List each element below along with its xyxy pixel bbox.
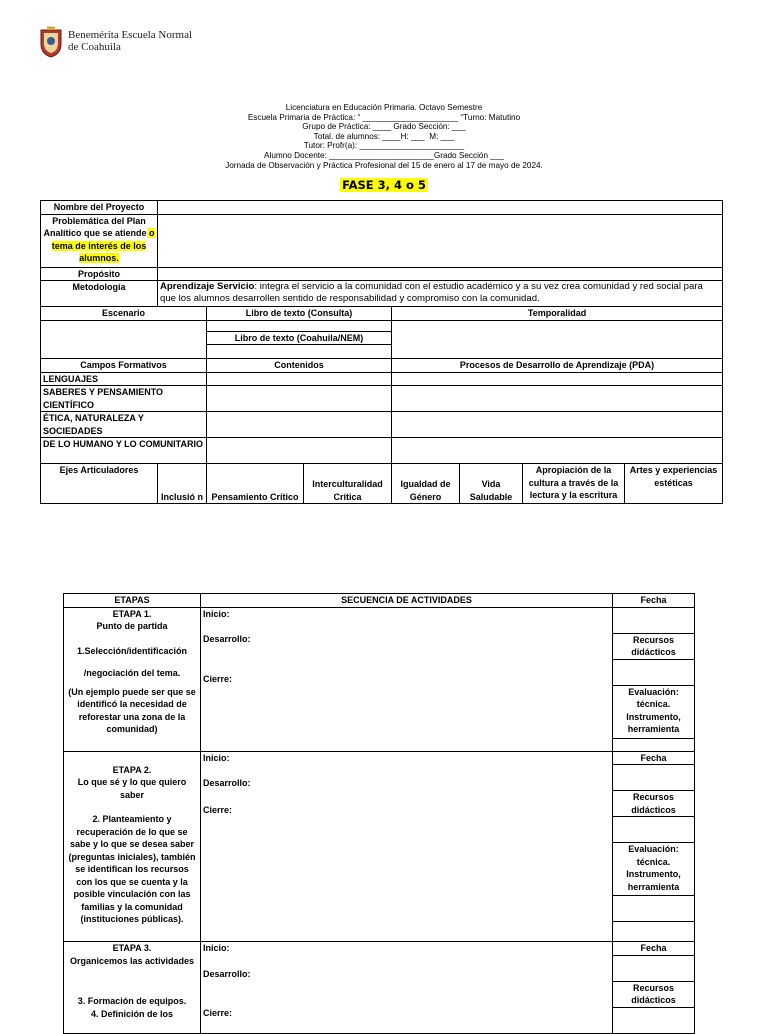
eje-inclusion: Inclusió n (158, 464, 207, 504)
escenario-field[interactable] (41, 320, 207, 359)
problematica-label (41, 214, 158, 267)
evaluacion-field[interactable] (613, 738, 695, 751)
inicio-label: Inicio: (203, 752, 230, 763)
evaluacion-field[interactable] (613, 896, 695, 922)
header-line: Licenciatura en Educación Primaria. Octavo Semestre (285, 103, 483, 112)
proposito-field[interactable] (158, 267, 723, 281)
etapa-1-secuencia[interactable] (201, 607, 613, 751)
header-line: Tutor: Profr(a): _______________________ (303, 141, 465, 151)
etapa-1-example: (Un ejemplo puede ser que se identificó la necesidad de reforestar una zona de la comunidad) (68, 686, 196, 734)
problematica-field[interactable] (158, 214, 723, 267)
etapa-3-title: ETAPA 3. (112, 943, 152, 953)
campo-lenguajes: LENGUAJES (41, 372, 207, 386)
campo-etica: ÉTICA, NATURALEZA Y SOCIEDADES (41, 412, 207, 438)
temporalidad-field[interactable] (392, 320, 723, 359)
pda-field[interactable] (392, 372, 723, 386)
etapas-header: ETAPAS (64, 594, 201, 608)
etapa-3-step: 4. Definición de los (90, 1008, 173, 1019)
eje-interculturalidad: Interculturalidad Crítica (304, 464, 392, 504)
escenario-label: Escenario (41, 307, 207, 321)
nombre-proyecto-field[interactable] (158, 201, 723, 215)
desarrollo-label: Desarrollo: (203, 968, 251, 979)
fecha-field[interactable] (613, 955, 695, 981)
fase-label: FASE 3, 4 o 5 (342, 178, 426, 192)
ejes-articuladores-label: Ejes Articuladores (41, 464, 158, 504)
recursos-field[interactable] (613, 1007, 695, 1033)
contenido-field[interactable] (207, 438, 392, 464)
recursos-label: Recursos didácticos (613, 981, 695, 1007)
header-line: Total. de alumnos: ____H: ___ M: ___ (313, 131, 455, 141)
contenidos-label: Contenidos (207, 359, 392, 373)
fecha-header: Fecha (613, 594, 695, 608)
etapa-2-subtitle: Lo que sé y lo que quiero saber (77, 777, 187, 800)
fecha-field[interactable] (613, 765, 695, 791)
nombre-proyecto-label: Nombre del Proyecto (41, 201, 158, 215)
fase-title (0, 176, 768, 194)
header-line: Jornada de Observación y Práctica Profesional del 15 de enero al 17 de mayo de 2024. (225, 160, 543, 170)
metodologia-description (158, 281, 723, 307)
pda-label: Procesos de Desarrollo de Aprendizaje (PDA) (392, 359, 723, 373)
problematica-text: Problemática del Plan Analítico que se atiende (43, 215, 147, 238)
etapa-2-cell (64, 751, 201, 942)
desarrollo-label: Desarrollo: (203, 778, 251, 788)
contenido-field[interactable] (207, 372, 392, 386)
fecha-label: Fecha (613, 942, 695, 956)
etapa-1-title: ETAPA 1. (112, 608, 152, 619)
libro-consulta-label: Libro de texto (Consulta) (207, 307, 392, 321)
eje-igualdad-genero: Igualdad de Género (392, 464, 460, 504)
etapa-3-step: 3. Formación de equipos. (77, 996, 187, 1006)
pda-field[interactable] (392, 386, 723, 412)
fecha-field[interactable] (613, 607, 695, 633)
eje-apropiacion-cultura: Apropiación de la cultura a través de la lectura y la escritura (523, 464, 625, 504)
etapa-1-step: /negociación del tema. (83, 668, 181, 678)
cierre-label: Cierre: (203, 804, 233, 815)
eje-vida-saludable: Vida Saludable (460, 464, 523, 504)
proposito-label: Propósito (41, 267, 158, 281)
school-name (68, 29, 192, 53)
inicio-label: Inicio: (203, 943, 230, 953)
evaluacion-field[interactable] (613, 922, 695, 942)
project-table (40, 200, 723, 504)
etapa-1-step: 1.Selección/identificación (76, 645, 188, 656)
etapa-3-subtitle: Organicemos las actividades (69, 955, 195, 966)
recursos-label: Recursos didácticos (613, 791, 695, 817)
metodologia-bold: Aprendizaje Servicio (160, 281, 255, 292)
evaluacion-label: Evaluación: técnica. Instrumento, herramienta (613, 843, 695, 896)
problematica-highlight: o tema de interés de los alumnos. (51, 228, 155, 263)
etapa-2-title: ETAPA 2. (112, 764, 152, 775)
cierre-label: Cierre: (203, 673, 233, 684)
secuencia-header: SECUENCIA DE ACTIVIDADES (201, 594, 613, 608)
evaluacion-label: Evaluación: técnica. Instrumento, herramienta (613, 685, 695, 738)
document-header (0, 103, 768, 170)
school-crest-logo (38, 26, 64, 58)
etapa-1-subtitle: Punto de partida (96, 621, 168, 631)
etapa-2-secuencia[interactable] (201, 751, 613, 942)
eje-pensamiento-critico: Pensamiento Crítico (207, 464, 304, 504)
pda-field[interactable] (392, 412, 723, 438)
header-line: Escuela Primaria de Práctica: “ _____________________ “Turno: Matutino (247, 112, 521, 122)
recursos-field[interactable] (613, 659, 695, 685)
contenido-field[interactable] (207, 412, 392, 438)
libro-nem-field[interactable] (207, 345, 392, 359)
libro-nem-label: Libro de texto (Coahuila/NEM) (207, 331, 392, 345)
header-line: Alumno Docente: _______________________Grado Sección ___ (264, 150, 504, 160)
school-name-line2: de Coahuila (68, 41, 121, 53)
campos-formativos-label: Campos Formativos (41, 359, 207, 373)
etapa-3-cell (64, 942, 201, 1034)
eje-artes: Artes y experiencias estéticas (625, 464, 723, 504)
pda-field[interactable] (392, 438, 723, 464)
activities-table (63, 593, 695, 1034)
temporalidad-label: Temporalidad (392, 307, 723, 321)
campo-humano: DE LO HUMANO Y LO COMUNITARIO (41, 438, 207, 464)
cierre-label: Cierre: (203, 1008, 233, 1018)
fecha-label: Fecha (613, 751, 695, 765)
metodologia-text: : integra el servicio a la comunidad con el estudio académico y a su vez crea comunidad y red social para que los alumnos desarrollen sentido de responsabilidad y compromiso con la comunidad. (160, 281, 703, 304)
etapa-3-secuencia[interactable] (201, 942, 613, 1034)
header-line: Grupo de Práctica: ____ Grado Sección: ___ (302, 122, 466, 132)
recursos-label: Recursos didácticos (613, 633, 695, 659)
inicio-label: Inicio: (203, 608, 230, 619)
recursos-field[interactable] (613, 817, 695, 843)
contenido-field[interactable] (207, 386, 392, 412)
campo-saberes: SABERES Y PENSAMIENTO CIENTÍFICO (41, 386, 207, 412)
etapa-2-step: 2. Planteamiento y recuperación de lo que se sabe y lo que se desea saber (preguntas iniciales), también se identifican los recursos con los que se cuenta y la posible vinculación con las familias y la comunidad (instituciones públicas). (68, 814, 196, 924)
desarrollo-label: Desarrollo: (203, 634, 251, 644)
libro-consulta-field[interactable] (207, 320, 392, 331)
school-name-line1: Benemérita Escuela Normal (68, 29, 193, 41)
etapa-1-cell (64, 607, 201, 751)
metodologia-label: Metodología (41, 281, 158, 307)
